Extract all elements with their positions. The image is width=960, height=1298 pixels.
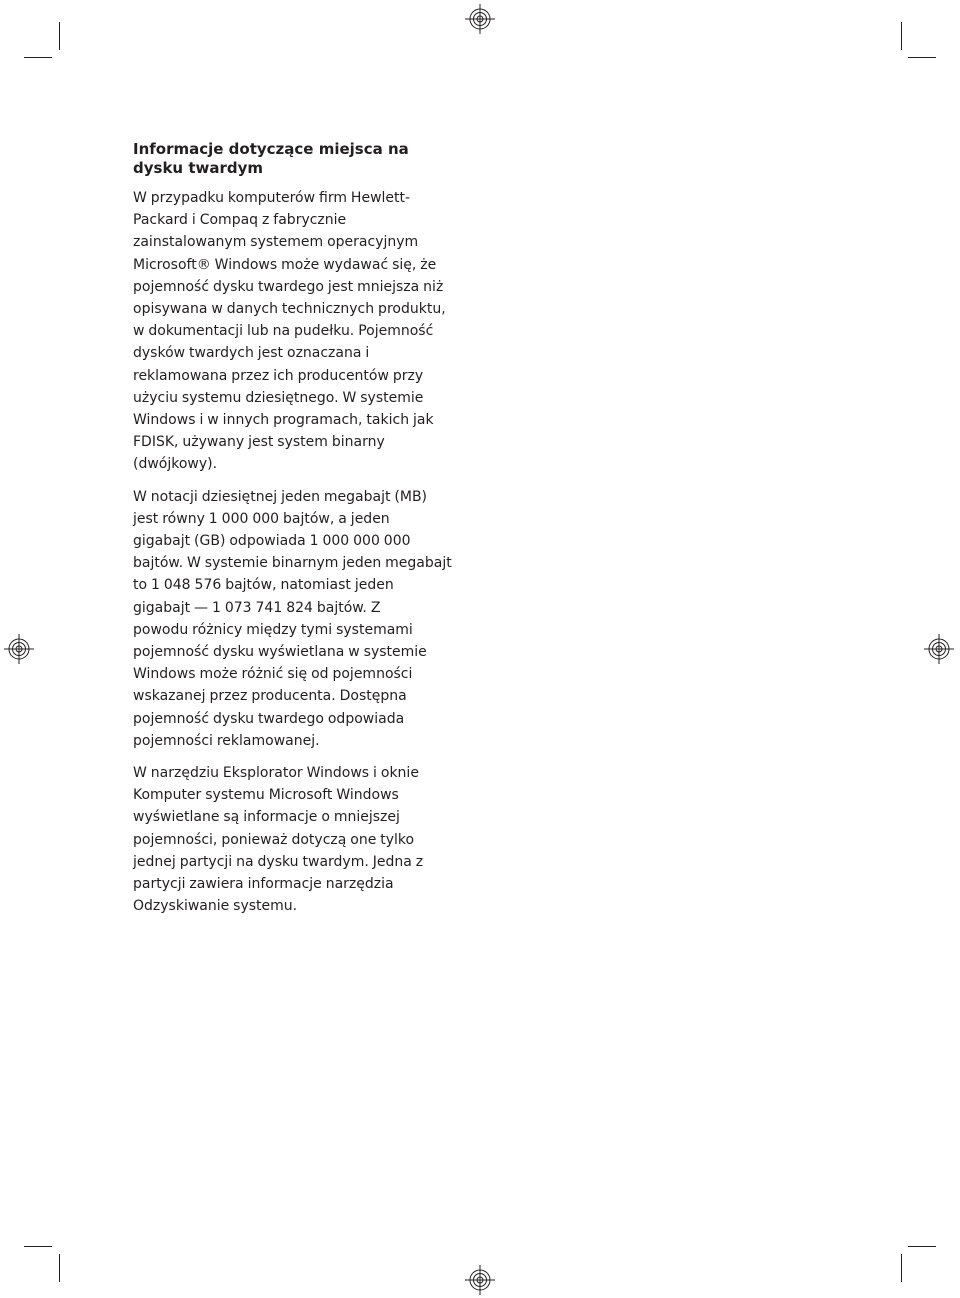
text-line: opisywana w danych technicznych produktu,: [133, 301, 446, 318]
text-line: wskazanej przez producenta. Dostępna: [133, 688, 407, 705]
text-line: bajtów. W systemie binarnym jeden megabajt: [133, 555, 452, 572]
text-line: zainstalowanym systemem operacyjnym: [133, 234, 419, 251]
text-line: Komputer systemu Microsoft Windows: [133, 787, 399, 804]
text-line: partycji zawiera informacje narzędzia: [133, 876, 394, 893]
text-line: dysków twardych jest oznaczana i: [133, 345, 370, 362]
text-line: (dwójkowy).: [133, 456, 218, 473]
crop-mark-icon: [24, 57, 52, 58]
paragraph-decimal-vs-binary: [133, 486, 478, 752]
crop-mark-icon: [59, 22, 60, 50]
text-line: Odzyskiwanie systemu.: [133, 898, 298, 915]
paragraph-explorer-partition: [133, 762, 478, 917]
crop-mark-icon: [908, 57, 936, 58]
document-body: [133, 140, 478, 928]
text-line: Windows i w innych programach, takich jak: [133, 412, 434, 429]
text-line: FDISK, używany jest system binarny: [133, 434, 385, 451]
registration-target-icon: [465, 4, 495, 34]
text-line: Packard i Compaq z fabrycznie: [133, 212, 347, 229]
text-line: pojemność dysku twardego jest mniejsza niż: [133, 278, 444, 295]
text-line: Windows może różnić się od pojemności: [133, 666, 413, 683]
text-line: gigabajt — 1 073 741 824 bajtów. Z: [133, 599, 381, 616]
text-line: pojemności reklamowanej.: [133, 732, 320, 749]
text-line: w dokumentacji lub na pudełku. Pojemność: [133, 323, 434, 340]
crop-mark-icon: [59, 1254, 60, 1282]
paragraph-disk-capacity-intro: [133, 187, 478, 476]
text-line: to 1 048 576 bajtów, natomiast jeden: [133, 577, 394, 594]
registration-target-icon: [924, 634, 954, 664]
crop-mark-icon: [901, 22, 902, 50]
text-line: użyciu systemu dziesiętnego. W systemie: [133, 389, 424, 406]
heading-line: dysku twardym: [133, 159, 264, 177]
heading-line: Informacje dotyczące miejsca na: [133, 140, 409, 158]
text-line: W notacji dziesiętnej jeden megabajt (MB): [133, 488, 428, 505]
text-line: jednej partycji na dysku twardym. Jedna z: [133, 853, 424, 870]
crop-mark-icon: [908, 1246, 936, 1247]
text-line: pojemność dysku twardego odpowiada: [133, 710, 405, 727]
text-line: pojemność dysku wyświetlana w systemie: [133, 644, 427, 661]
text-line: W przypadku komputerów firm Hewlett-: [133, 190, 411, 206]
crop-mark-icon: [24, 1246, 52, 1247]
text-line: pojemności, ponieważ dotyczą one tylko: [133, 831, 415, 848]
crop-mark-icon: [901, 1254, 902, 1282]
text-line: Microsoft® Windows może wydawać się, że: [133, 256, 437, 273]
text-line: gigabajt (GB) odpowiada 1 000 000 000: [133, 533, 411, 550]
text-line: powodu różnicy między tymi systemami: [133, 621, 413, 638]
text-line: reklamowana przez ich producentów przy: [133, 367, 424, 384]
section-heading: [133, 140, 478, 178]
registration-target-icon: [465, 1265, 495, 1295]
text-line: W narzędziu Eksplorator Windows i oknie: [133, 765, 419, 782]
registration-target-icon: [4, 634, 34, 664]
text-line: wyświetlane są informacje o mniejszej: [133, 809, 400, 826]
text-line: jest równy 1 000 000 bajtów, a jeden: [133, 510, 390, 527]
